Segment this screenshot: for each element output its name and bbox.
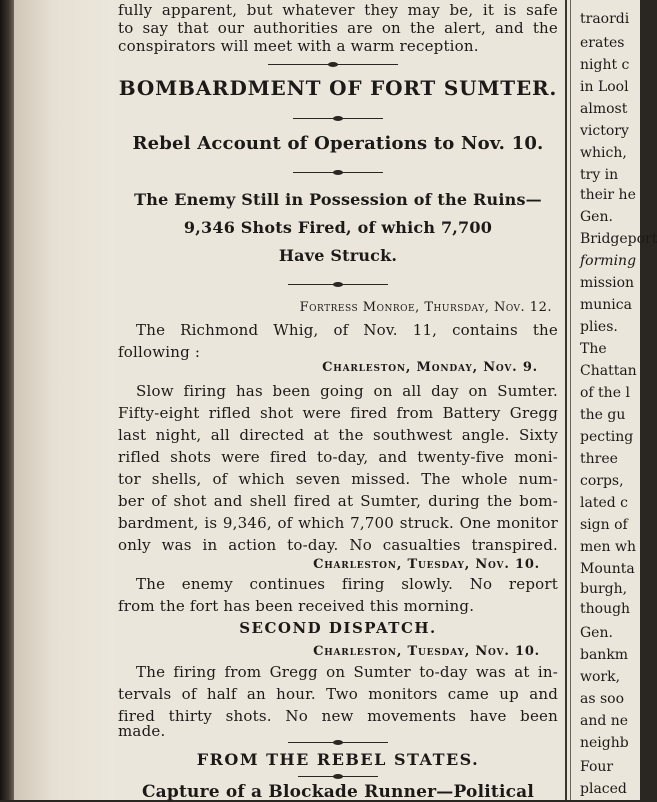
side-line: traordi	[580, 11, 630, 27]
page-margin	[14, 0, 115, 800]
dateline: Charleston, Monday, Nov. 9.	[322, 360, 538, 375]
text-line: The Richmond Whig, of Nov. 11, contains the	[136, 321, 558, 339]
side-line: pecting	[580, 429, 634, 445]
side-line: night c	[580, 57, 630, 73]
text-line: Fifty-eight rifled shot were fired from Battery Gregg	[118, 404, 558, 422]
text-line: tor shells, of which seven missed. The whole num-	[118, 470, 558, 488]
side-line: forming	[580, 253, 637, 269]
text-line: from the fort has been received this morning.	[118, 597, 475, 615]
side-line: plies.	[580, 319, 618, 335]
divider-rule	[298, 776, 378, 777]
deck-line: The Enemy Still in Possession of the Ruins—	[134, 190, 542, 209]
column-rule	[565, 0, 567, 800]
side-line: work,	[580, 669, 621, 685]
side-line: though	[580, 601, 631, 617]
subheadline: Rebel Account of Operations to Nov. 10.	[132, 133, 544, 154]
side-line: burgh,	[580, 581, 628, 597]
text-line: following :	[118, 343, 201, 361]
divider-rule	[268, 64, 398, 65]
section-headline: FROM THE REBEL STATES.	[196, 750, 480, 769]
side-line: as soo	[580, 691, 625, 707]
text-line: made.	[118, 722, 166, 740]
text-line: fully apparent, but whatever they may be, it is safe	[118, 1, 558, 19]
page-binding	[0, 0, 14, 800]
dateline: Charleston, Tuesday, Nov. 10.	[313, 557, 540, 572]
column-rule	[570, 0, 571, 800]
side-line: try in	[580, 167, 619, 183]
side-column	[580, 0, 657, 800]
side-line: men wh	[580, 539, 637, 555]
side-line: three	[580, 451, 618, 467]
dateline: Charleston, Tuesday, Nov. 10.	[313, 644, 540, 659]
side-line: The	[580, 341, 607, 357]
side-line: sign of	[580, 517, 628, 533]
text-line: The firing from Gregg on Sumter to-day was at in-	[136, 663, 558, 681]
headline: BOMBARDMENT OF FORT SUMTER.	[118, 76, 558, 100]
side-line: Gen.	[580, 625, 613, 641]
side-line: bankm	[580, 647, 629, 663]
side-line: Gen.	[580, 209, 613, 225]
side-line: munica	[580, 297, 632, 313]
text-line: Slow firing has been going on all day on Sumter.	[136, 382, 558, 400]
side-line: lated c	[580, 495, 628, 511]
text-line: conspirators will meet with a warm reception.	[118, 37, 479, 55]
text-line: ber of shot and shell fired at Sumter, during the bom-	[118, 492, 558, 510]
divider-rule	[288, 284, 388, 285]
text-line: The enemy continues firing slowly. No report	[136, 575, 558, 593]
side-line: almost	[580, 101, 628, 117]
side-line: neighb	[580, 735, 629, 751]
side-line: placed	[580, 781, 627, 797]
side-line: corps,	[580, 473, 624, 489]
side-line: and ne	[580, 713, 629, 729]
side-line: Bridgeport	[580, 231, 657, 247]
divider-rule	[293, 172, 383, 173]
side-line: victory	[580, 123, 629, 139]
divider-rule	[288, 742, 388, 743]
divider-rule	[293, 118, 383, 119]
text-line: bardment, is 9,346, of which 7,700 struck. One monitor	[118, 514, 558, 532]
main-column	[118, 0, 558, 800]
side-line: their he	[580, 187, 636, 203]
side-line: mission	[580, 275, 635, 291]
text-line: only was in action to-day. No casualties transpired.	[118, 536, 558, 554]
side-line: of the l	[580, 385, 630, 401]
side-line: erates	[580, 35, 625, 51]
bottom-headline: Capture of a Blockade Runner—Political	[141, 782, 535, 802]
text-line: fired thirty shots. No new movements have been	[118, 707, 558, 725]
text-line: rifled shots were fired to-day, and twenty-five moni-	[118, 448, 558, 466]
side-line: Chattan	[580, 363, 637, 379]
deck-line: 9,346 Shots Fired, of which 7,700	[183, 218, 493, 237]
text-line: to say that our authorities are on the alert, and the	[118, 19, 558, 37]
side-line: Mounta	[580, 561, 635, 577]
side-line: the gu	[580, 407, 626, 423]
section-subhead: SECOND DISPATCH.	[239, 619, 437, 637]
side-line: which,	[580, 145, 627, 161]
side-line: Four	[580, 759, 614, 775]
text-line: last night, all directed at the southwest angle. Sixty	[118, 426, 558, 444]
dateline: Fortress Monroe, Thursday, Nov. 12.	[299, 300, 552, 315]
deck-line: Have Struck.	[278, 246, 398, 265]
side-line: in Lool	[580, 79, 629, 95]
text-line: tervals of half an hour. Two monitors came up and	[118, 685, 558, 703]
